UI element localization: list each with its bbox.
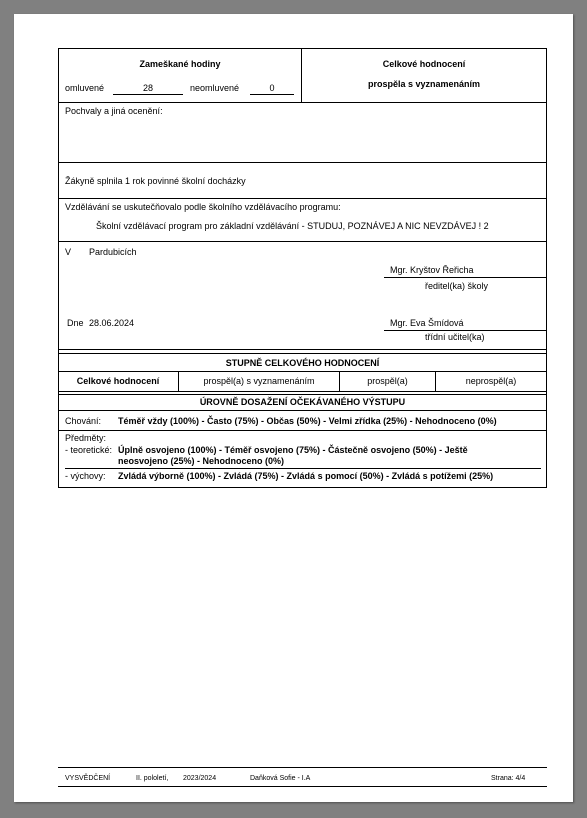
program-label: Vzdělávání se uskutečňovalo podle školního vzdělávacího programu:	[65, 202, 341, 212]
overall-title: Celkové hodnocení	[382, 59, 466, 69]
teacher-signature-line	[384, 330, 546, 331]
grade-pass: prospěl(a)	[367, 376, 408, 386]
row-divider-4	[58, 241, 547, 242]
report-page	[14, 14, 573, 802]
theory-line2: neosvojeno (25%) - Nehodnoceno (0%)	[118, 456, 285, 466]
grade-overall: Celkové hodnocení	[76, 376, 160, 386]
frame-right	[546, 48, 547, 488]
subjects-label: Předměty:	[65, 433, 107, 443]
director-signature-line	[384, 277, 546, 278]
place-city: Pardubicích	[89, 247, 137, 257]
excused-value: 28	[113, 83, 183, 95]
absence-title: Zameškané hodiny	[139, 59, 221, 69]
director-name: Mgr. Kryštov Řeřicha	[390, 265, 474, 275]
unexcused-label: neomluvené	[190, 83, 240, 93]
row-divider-2	[58, 162, 547, 163]
behavior-label: Chování:	[65, 416, 102, 426]
footer-doc: VYSVĚDČENÍ	[65, 775, 111, 782]
row-divider-7b	[58, 394, 547, 395]
grade-honors: prospěl(a) s vyznamenáním	[203, 376, 315, 386]
row-divider-6	[58, 371, 547, 372]
frame-bottom	[58, 487, 547, 488]
footer-line-top	[58, 767, 547, 768]
levels-title: ÚROVNĚ DOSAŽENÍ OČEKÁVANÉHO VÝSTUPU	[199, 397, 406, 407]
footer-term: II. pololetí,	[136, 775, 169, 782]
footer-page: Strana: 4/4	[491, 775, 526, 782]
footer-student: Daňková Sofie - I.A	[250, 775, 311, 782]
behavior-value: Téměř vždy (100%) - Často (75%) - Občas (50%) - Velmi zřídka (25%) - Nehodnoceno (0%)	[118, 416, 497, 426]
grades-title: STUPNĚ CELKOVÉHO HODNOCENÍ	[225, 358, 380, 368]
date-value: 28.06.2024	[89, 318, 135, 328]
overall-value: prospěla s vyznamenáním	[367, 79, 481, 89]
teacher-name: Mgr. Eva Šmídová	[390, 318, 464, 328]
theory-line1: Úplně osvojeno (100%) - Téměř osvojeno (75%) - Částečně osvojeno (50%) - Ještě	[118, 445, 468, 455]
unexcused-value: 0	[250, 83, 294, 95]
date-label: Dne	[67, 318, 84, 328]
teacher-role: třídní učitel(ka)	[425, 332, 485, 342]
place-prefix: V	[65, 247, 72, 257]
row-divider-5	[58, 349, 547, 350]
education-value: Zvládá výborně (100%) - Zvládá (75%) - Zvládá s pomocí (50%) - Zvládá s potížemi (25%)	[118, 471, 494, 481]
footer-line-bottom	[58, 786, 547, 787]
education-label: - výchovy:	[65, 471, 106, 481]
theory-label: - teoretické:	[65, 445, 113, 455]
row-divider-7	[58, 391, 547, 392]
footer-year: 2023/2024	[183, 775, 217, 782]
program-name: Školní vzdělávací program pro základní vzdělávání - STUDUJ, POZNÁVEJ A NIC NEVZDÁVEJ ! 2	[96, 221, 489, 231]
attendance-note: Žákyně splnila 1 rok povinné školní docházky	[65, 176, 246, 186]
frame-top	[58, 48, 547, 49]
grade-fail: neprospěl(a)	[465, 376, 517, 386]
divider-vertical	[301, 48, 302, 102]
frame-left	[58, 48, 59, 488]
director-role: ředitel(ka) školy	[425, 281, 489, 291]
subjects-divider	[65, 468, 541, 469]
praise-label: Pochvaly a jiná ocenění:	[65, 106, 163, 116]
excused-label: omluvené	[65, 83, 105, 93]
row-divider-1	[58, 102, 547, 103]
row-divider-3	[58, 198, 547, 199]
row-divider-5b	[58, 353, 547, 354]
row-divider-8	[58, 410, 547, 411]
row-divider-9	[58, 430, 547, 431]
